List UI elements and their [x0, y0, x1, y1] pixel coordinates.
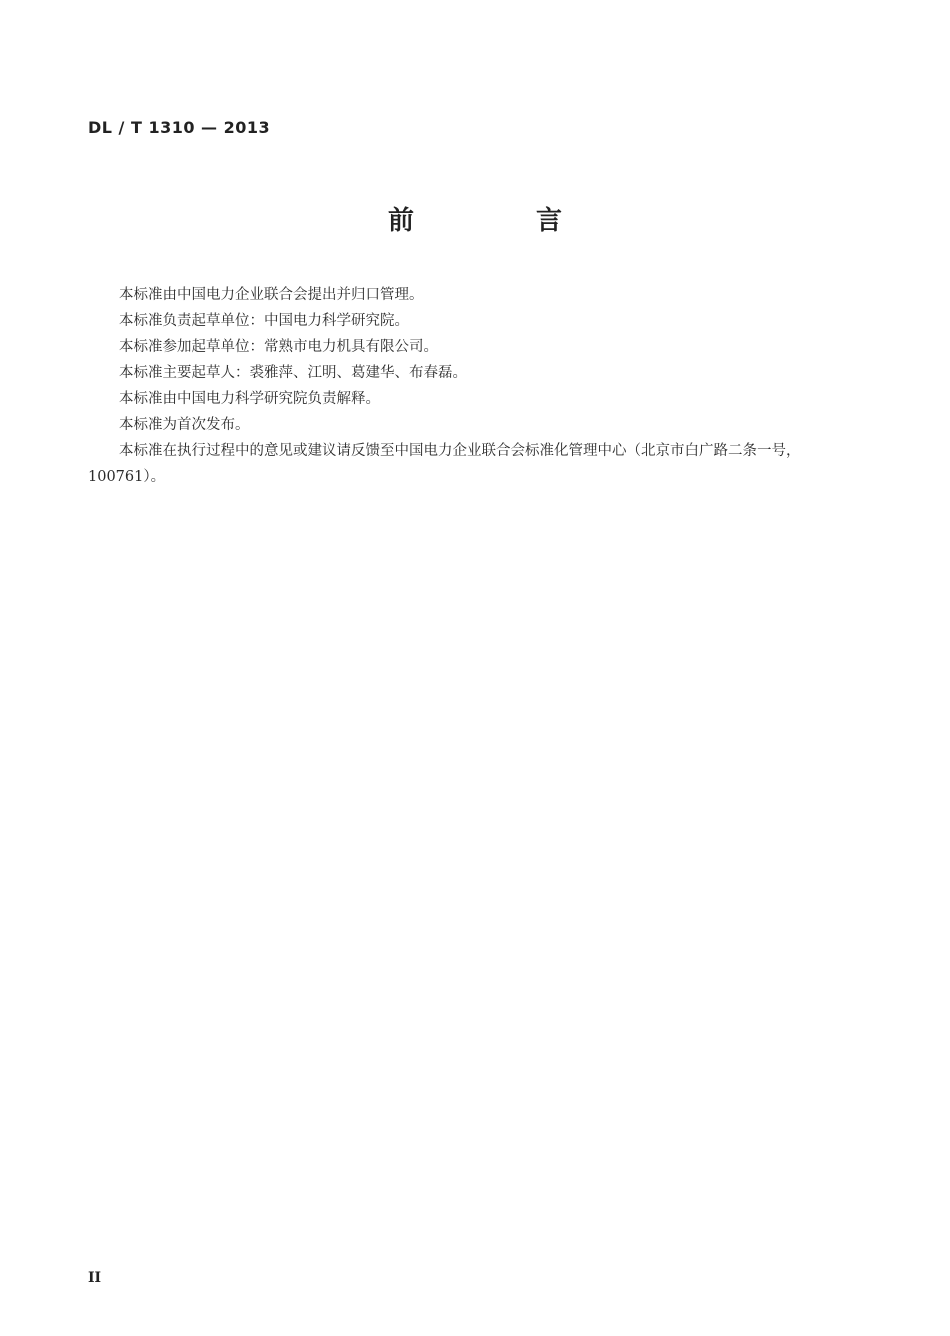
standard-code: DL / T 1310 — 2013 [88, 118, 271, 137]
paragraph-interpretation: 本标准由中国电力科学研究院负责解释。 [119, 391, 380, 407]
paragraph-participating-drafter: 本标准参加起草单位：常熟市电力机具有限公司。 [119, 339, 438, 355]
paragraph-proposer: 本标准由中国电力企业联合会提出并归口管理。 [119, 287, 424, 303]
body-text [88, 282, 866, 490]
page-title: 前 言 [387, 206, 610, 236]
paragraph-feedback: 本标准在执行过程中的意见或建议请反馈至中国电力企业联合会标准化管理中心（北京市白广路二条一号，100761）。 [88, 443, 801, 485]
paragraph-first-release: 本标准为首次发布。 [119, 417, 250, 433]
page-number: II [88, 1270, 102, 1286]
paragraph-main-drafter: 本标准负责起草单位：中国电力科学研究院。 [119, 313, 409, 329]
paragraph-main-authors: 本标准主要起草人：裘雅萍、江明、葛建华、布春磊。 [119, 365, 467, 381]
